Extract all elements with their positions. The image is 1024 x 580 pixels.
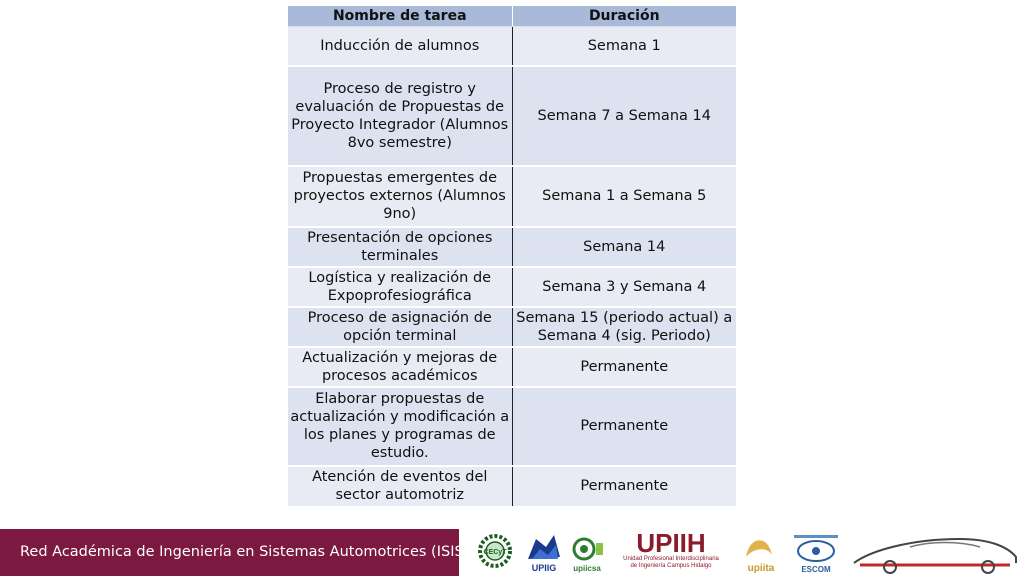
task-name-cell: Presentación de opciones terminales [288, 227, 512, 267]
upiita-logo-text: upiita [747, 563, 775, 574]
task-name-cell: Actualización y mejoras de procesos académicos [288, 347, 512, 387]
table-row [288, 347, 736, 387]
upiih-logo [606, 529, 736, 576]
table-row [288, 166, 736, 227]
task-name-cell: Proceso de registro y evaluación de Propuestas de Proyecto Integrador (Alumnos 8vo semestre) [288, 66, 512, 166]
duration-cell: Semana 3 y Semana 4 [512, 267, 736, 307]
duration-cell: Semana 14 [512, 227, 736, 267]
table-row [288, 27, 736, 66]
table-row [288, 66, 736, 166]
header-duration: Duración [512, 6, 736, 27]
tasks-table [288, 6, 736, 508]
upiicsa-logo-text: upiicsa [573, 564, 601, 573]
escom-logo [788, 529, 844, 576]
duration-cell: Permanente [512, 387, 736, 466]
duration-cell: Semana 1 [512, 27, 736, 66]
upiig-logo-text: UPIIG [531, 563, 557, 573]
header-task-name: Nombre de tarea [288, 6, 512, 27]
duration-cell: Permanente [512, 347, 736, 387]
table-row [288, 267, 736, 307]
duration-cell: Semana 15 (periodo actual) a Semana 4 (sig. Periodo) [512, 307, 736, 347]
task-name-cell: Proceso de asignación de opción terminal [288, 307, 512, 347]
upiih-logo-subtitle-2: de Ingeniería Campus Hidalgo [630, 563, 712, 569]
upiig-logo [522, 529, 566, 576]
upiih-logo-text: UPIIH [636, 528, 706, 558]
upiita-logo [738, 529, 784, 576]
duration-cell: Semana 7 a Semana 14 [512, 66, 736, 166]
task-name-cell: Elaborar propuestas de actualización y modificación a los planes y programas de estudio. [288, 387, 512, 466]
table-row [288, 387, 736, 466]
upiih-logo-subtitle-1: Unidad Profesional Interdisciplinaria [623, 556, 719, 562]
task-name-cell: Inducción de alumnos [288, 27, 512, 66]
escom-logo-text: ESCOM [801, 565, 831, 574]
task-name-cell: Atención de eventos del sector automotriz [288, 466, 512, 507]
duration-cell: Permanente [512, 466, 736, 507]
cecyt-logo-text: CECyT [483, 549, 507, 556]
upiicsa-logo [568, 529, 608, 576]
table-row [288, 466, 736, 507]
task-name-cell: Propuestas emergentes de proyectos externos (Alumnos 9no) [288, 166, 512, 227]
duration-cell: Semana 1 a Semana 5 [512, 166, 736, 227]
table-row [288, 227, 736, 267]
table-header-row [288, 6, 736, 27]
footer-title: Red Académica de Ingeniería en Sistemas Automotrices (ISISA) [20, 544, 480, 560]
cecyt-logo [472, 529, 518, 576]
car-silhouette-icon [850, 529, 1020, 576]
table-row [288, 307, 736, 347]
footer-title-band [0, 529, 480, 576]
footer-bar [0, 529, 1024, 576]
task-name-cell: Logística y realización de Expoprofesiográfica [288, 267, 512, 307]
